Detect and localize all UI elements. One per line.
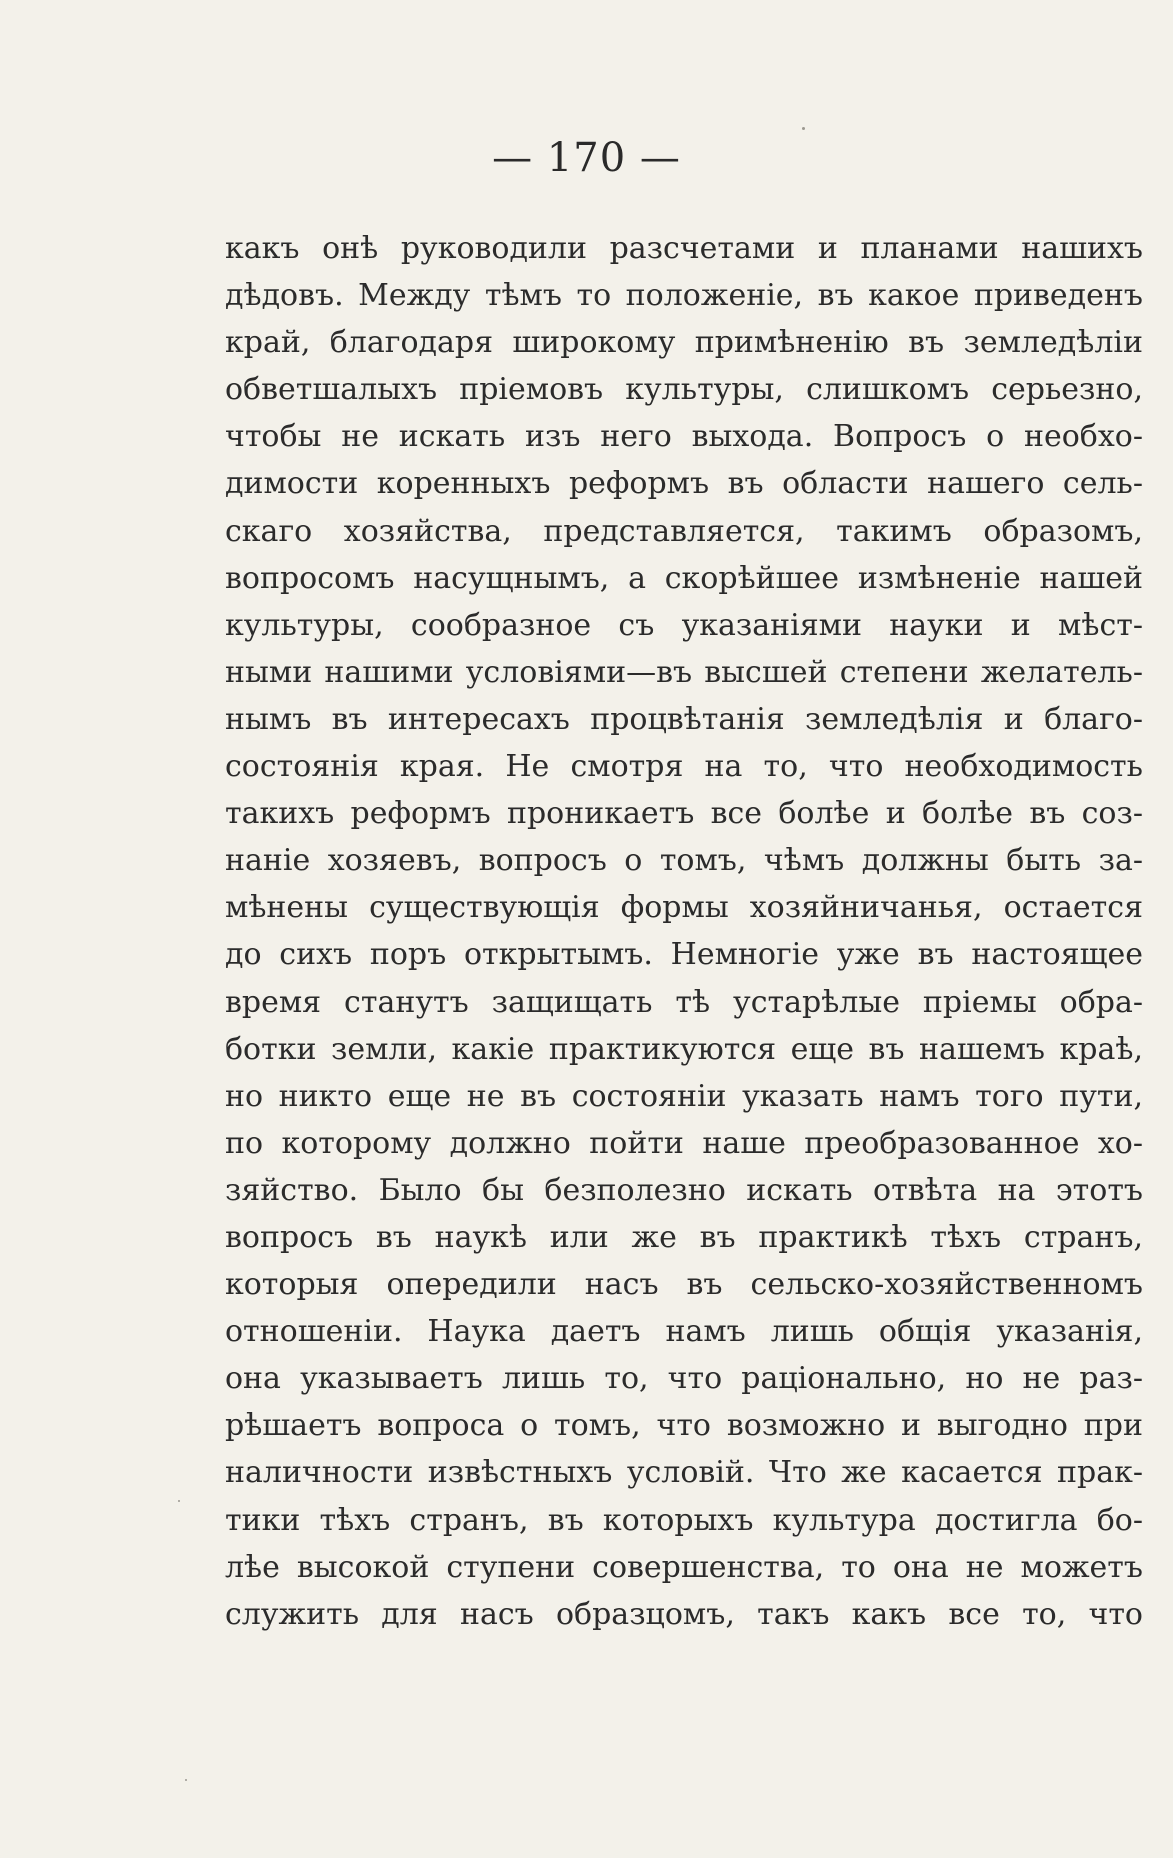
text-line: мѣнены существующія формы хозяйничанья, остается [225,890,1143,926]
text-line: ботки земли, какіе практикуются еще въ нашемъ краѣ, [225,1031,1143,1067]
text-line: чтобы не искать изъ него выхода. Вопросъ о необхо- [225,419,1143,455]
text-line: но никто еще не въ состояніи указать намъ того пути, [225,1078,1143,1114]
text-line: ными нашими условіями—въ высшей степени желатель- [225,654,1143,690]
text-line: вопросомъ насущнымъ, а скорѣйшее измѣненіе нашей [225,560,1143,596]
text-line: до сихъ поръ открытымъ. Немногіе уже въ настоящее [225,937,1143,973]
paper-speck [178,1500,180,1502]
body-text [225,225,1143,1638]
text-line: димости коренныхъ реформъ въ области нашего сель- [225,466,1143,502]
text-line: служить для насъ образцомъ, такъ какъ все то, что [225,1596,1143,1632]
text-line: зяйство. Было бы безполезно искать отвѣта на этотъ [225,1172,1143,1208]
text-line: культуры, сообразное съ указаніями науки и мѣст- [225,607,1143,643]
text-line: состоянія края. Не смотря на то, что необходимость [225,749,1143,785]
text-line: по которому должно пойти наше преобразованное хо- [225,1125,1143,1161]
text-line: время станутъ защищать тѣ устарѣлые пріемы обра- [225,984,1143,1020]
text-line: обветшалыхъ пріемовъ культуры, слишкомъ серьезно, [225,372,1143,408]
text-line: наніе хозяевъ, вопросъ о томъ, чѣмъ должны быть за- [225,843,1143,879]
text-line: тики тѣхъ странъ, въ которыхъ культура достигла бо- [225,1502,1143,1538]
text-line: рѣшаетъ вопроса о томъ, что возможно и выгодно при [225,1408,1143,1444]
text-line: нымъ въ интересахъ процвѣтанія земледѣлія и благо- [225,701,1143,737]
text-line: край, благодаря широкому примѣненію въ земледѣліи [225,325,1143,361]
text-line: лѣе высокой ступени совершенства, то она не можетъ [225,1549,1143,1585]
text-line: такихъ реформъ проникаетъ все болѣе и болѣе въ соз- [225,796,1143,832]
paper-speck [185,1779,187,1781]
text-line: которыя опередили насъ въ сельско-хозяйственномъ [225,1267,1143,1303]
page-number: — 170 — [492,135,681,181]
text-line: отношеніи. Наука даетъ намъ лишь общія указанія, [225,1314,1143,1350]
text-line: дѣдовъ. Между тѣмъ то положеніе, въ какое приведенъ [225,278,1143,314]
text-line: какъ онѣ руководили разсчетами и планами нашихъ [225,231,1143,266]
paper-speck [802,127,805,130]
text-line: наличности извѣстныхъ условій. Что же касается прак- [225,1455,1143,1491]
text-line: вопросъ въ наукѣ или же въ практикѣ тѣхъ странъ, [225,1219,1143,1255]
text-line: скаго хозяйства, представляется, такимъ образомъ, [225,513,1143,549]
text-line: она указываетъ лишь то, что раціонально, но не раз- [225,1361,1143,1397]
